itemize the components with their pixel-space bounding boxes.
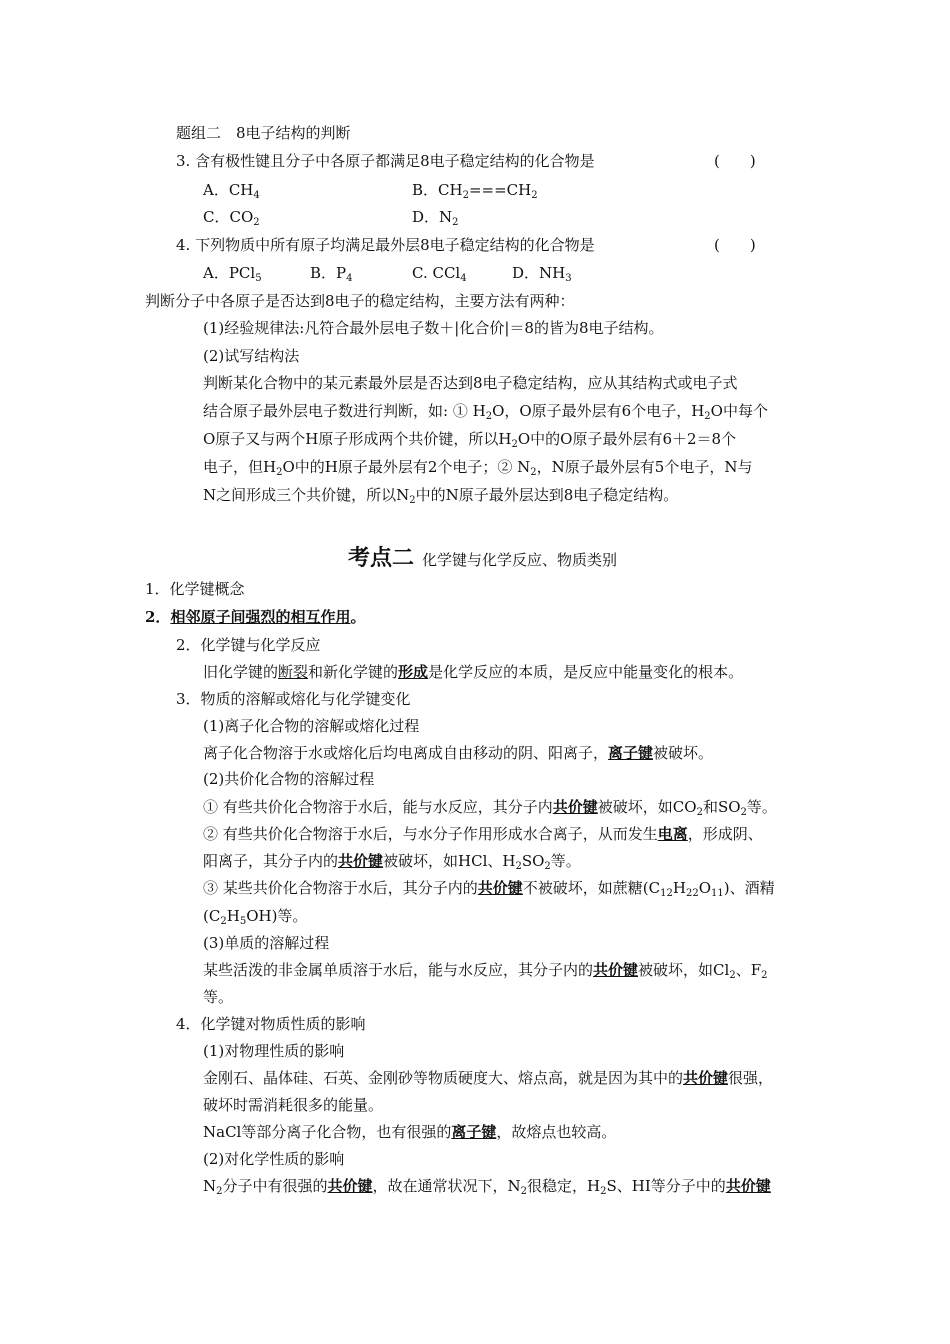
sub-physical-properties: (1)对物理性质的影响 bbox=[203, 1042, 345, 1060]
sub-chemical-properties: (2)对化学性质的影响 bbox=[203, 1150, 345, 1168]
q4-option-b: B．$P_4$ bbox=[310, 264, 353, 284]
item-1: 1．化学键概念 bbox=[145, 580, 245, 598]
physical-properties-line-3: NaCl等部分离子化合物，也有很强的离子键，故熔点也较高。 bbox=[203, 1123, 617, 1141]
covalent-case-3-line-1: ③ 某些共价化合物溶于水后，其分子内的共价键不被破坏，如蔗糖$(C_{12}H_{22}O_{11})$、酒精 bbox=[203, 879, 775, 899]
method-intro: 判断分子中各原子是否达到8电子的稳定结构，主要方法有两种： bbox=[145, 292, 575, 310]
q3-option-b: B．$CH_2===CH_2$ bbox=[412, 181, 538, 201]
physical-properties-line-1: 金刚石、晶体硅、石英、金刚砂等物质硬度大、熔点高，就是因为其中的共价键很强， bbox=[203, 1069, 774, 1087]
method-2-paragraph-line-4: 电子，但$H_2O$中的H原子最外层有2个电子；② $N_2$，N原子最外层有5个电子，N与 bbox=[203, 458, 753, 478]
method-1: (1)经验规律法:凡符合最外层电子数＋|化合价|＝8的皆为8电子结构。 bbox=[203, 319, 664, 337]
q4-option-d: D．$NH_3$ bbox=[512, 264, 572, 284]
section-subtitle: 化学键与化学反应、物质类别 bbox=[422, 551, 618, 569]
section-title-main: 考点二 bbox=[348, 546, 415, 571]
question-3-answer-bracket: ( ) bbox=[714, 152, 756, 170]
covalent-case-2-line-1: ② 有些共价化合物溶于水后，与水分子作用形成水合离子，从而发生电离，形成阴、 bbox=[203, 825, 763, 843]
heading-bond-effects: 4．化学键对物质性质的影响 bbox=[176, 1015, 366, 1033]
question-3-stem: 3. 含有极性键且分子中各原子都满足8电子稳定结构的化合物是 bbox=[176, 152, 595, 170]
method-2: (2)试写结构法 bbox=[203, 347, 300, 365]
q3-option-a: A．$CH_4$ bbox=[203, 181, 260, 201]
covalent-case-3-line-2: $(C_2H_5OH)$等。 bbox=[203, 907, 308, 927]
question-4-answer-bracket: ( ) bbox=[714, 236, 756, 254]
question-4-stem: 4. 下列物质中所有原子均满足最外层8电子稳定结构的化合物是 bbox=[176, 236, 595, 254]
method-2-paragraph-line-1: 判断某化合物中的某元素最外层是否达到8电子稳定结构，应从其结构式或电子式 bbox=[203, 374, 738, 392]
q4-option-a: A．PCl$_5$ bbox=[203, 264, 262, 284]
section-title bbox=[348, 541, 617, 572]
element-dissolve-line-1: 某些活泼的非金属单质溶于水后，能与水反应，其分子内的共价键被破坏，如$Cl_2$、$F_2$ bbox=[203, 961, 768, 981]
reaction-essence-text: 旧化学键的断裂和新化学键的形成是化学反应的本质，是反应中能量变化的根本。 bbox=[203, 663, 744, 681]
heading-dissolve-melt: 3．物质的溶解或熔化与化学键变化 bbox=[176, 690, 411, 708]
sub-element-dissolve: (3)单质的溶解过程 bbox=[203, 934, 330, 952]
ionic-compound-text: 离子化合物溶于水或熔化后均电离成自由移动的阴、阳离子，离子键被破坏。 bbox=[203, 744, 714, 762]
group-heading: 题组二 8电子结构的判断 bbox=[176, 124, 351, 142]
method-2-paragraph-line-5: N之间形成三个共价键，所以$N_2$中的N原子最外层达到8电子稳定结构。 bbox=[203, 486, 679, 506]
covalent-case-1: ① 有些共价化合物溶于水后，能与水反应，其分子内共价键被破坏，如$CO_2$和$SO_2$等。 bbox=[203, 798, 777, 818]
sub-covalent-compound: (2)共价化合物的溶解过程 bbox=[203, 770, 375, 788]
q4-option-c: C. CCl$_4$ bbox=[412, 264, 467, 284]
method-2-paragraph-line-3: O原子又与两个H原子形成两个共价键，所以$H_2O$中的O原子最外层有6＋2＝8个 bbox=[203, 430, 737, 450]
element-dissolve-line-2: 等。 bbox=[203, 988, 234, 1006]
method-2-paragraph-line-2: 结合原子最外层电子数进行判断，如: ① $H_2O$，O原子最外层有6个电子，$H_2O$中每个 bbox=[203, 402, 768, 422]
chemical-properties-line-1: $N_2$分子中有很强的共价键，故在通常状况下，$N_2$很稳定，$H_2S$、HI等分子中的共价键 bbox=[203, 1177, 771, 1197]
q3-option-d: D．$N_2$ bbox=[412, 208, 459, 228]
item-2: 2．相邻原子间强烈的相互作用。 bbox=[145, 608, 366, 626]
q3-option-c: C．$CO_2$ bbox=[203, 208, 260, 228]
heading-chemical-bond-and-reaction: 2．化学键与化学反应 bbox=[176, 636, 321, 654]
sub-ionic-compound: (1)离子化合物的溶解或熔化过程 bbox=[203, 717, 420, 735]
physical-properties-line-2: 破坏时需消耗很多的能量。 bbox=[203, 1096, 384, 1114]
covalent-case-2-line-2: 阳离子，其分子内的共价键被破坏，如HCl、$H_2SO_2$等。 bbox=[203, 852, 581, 872]
